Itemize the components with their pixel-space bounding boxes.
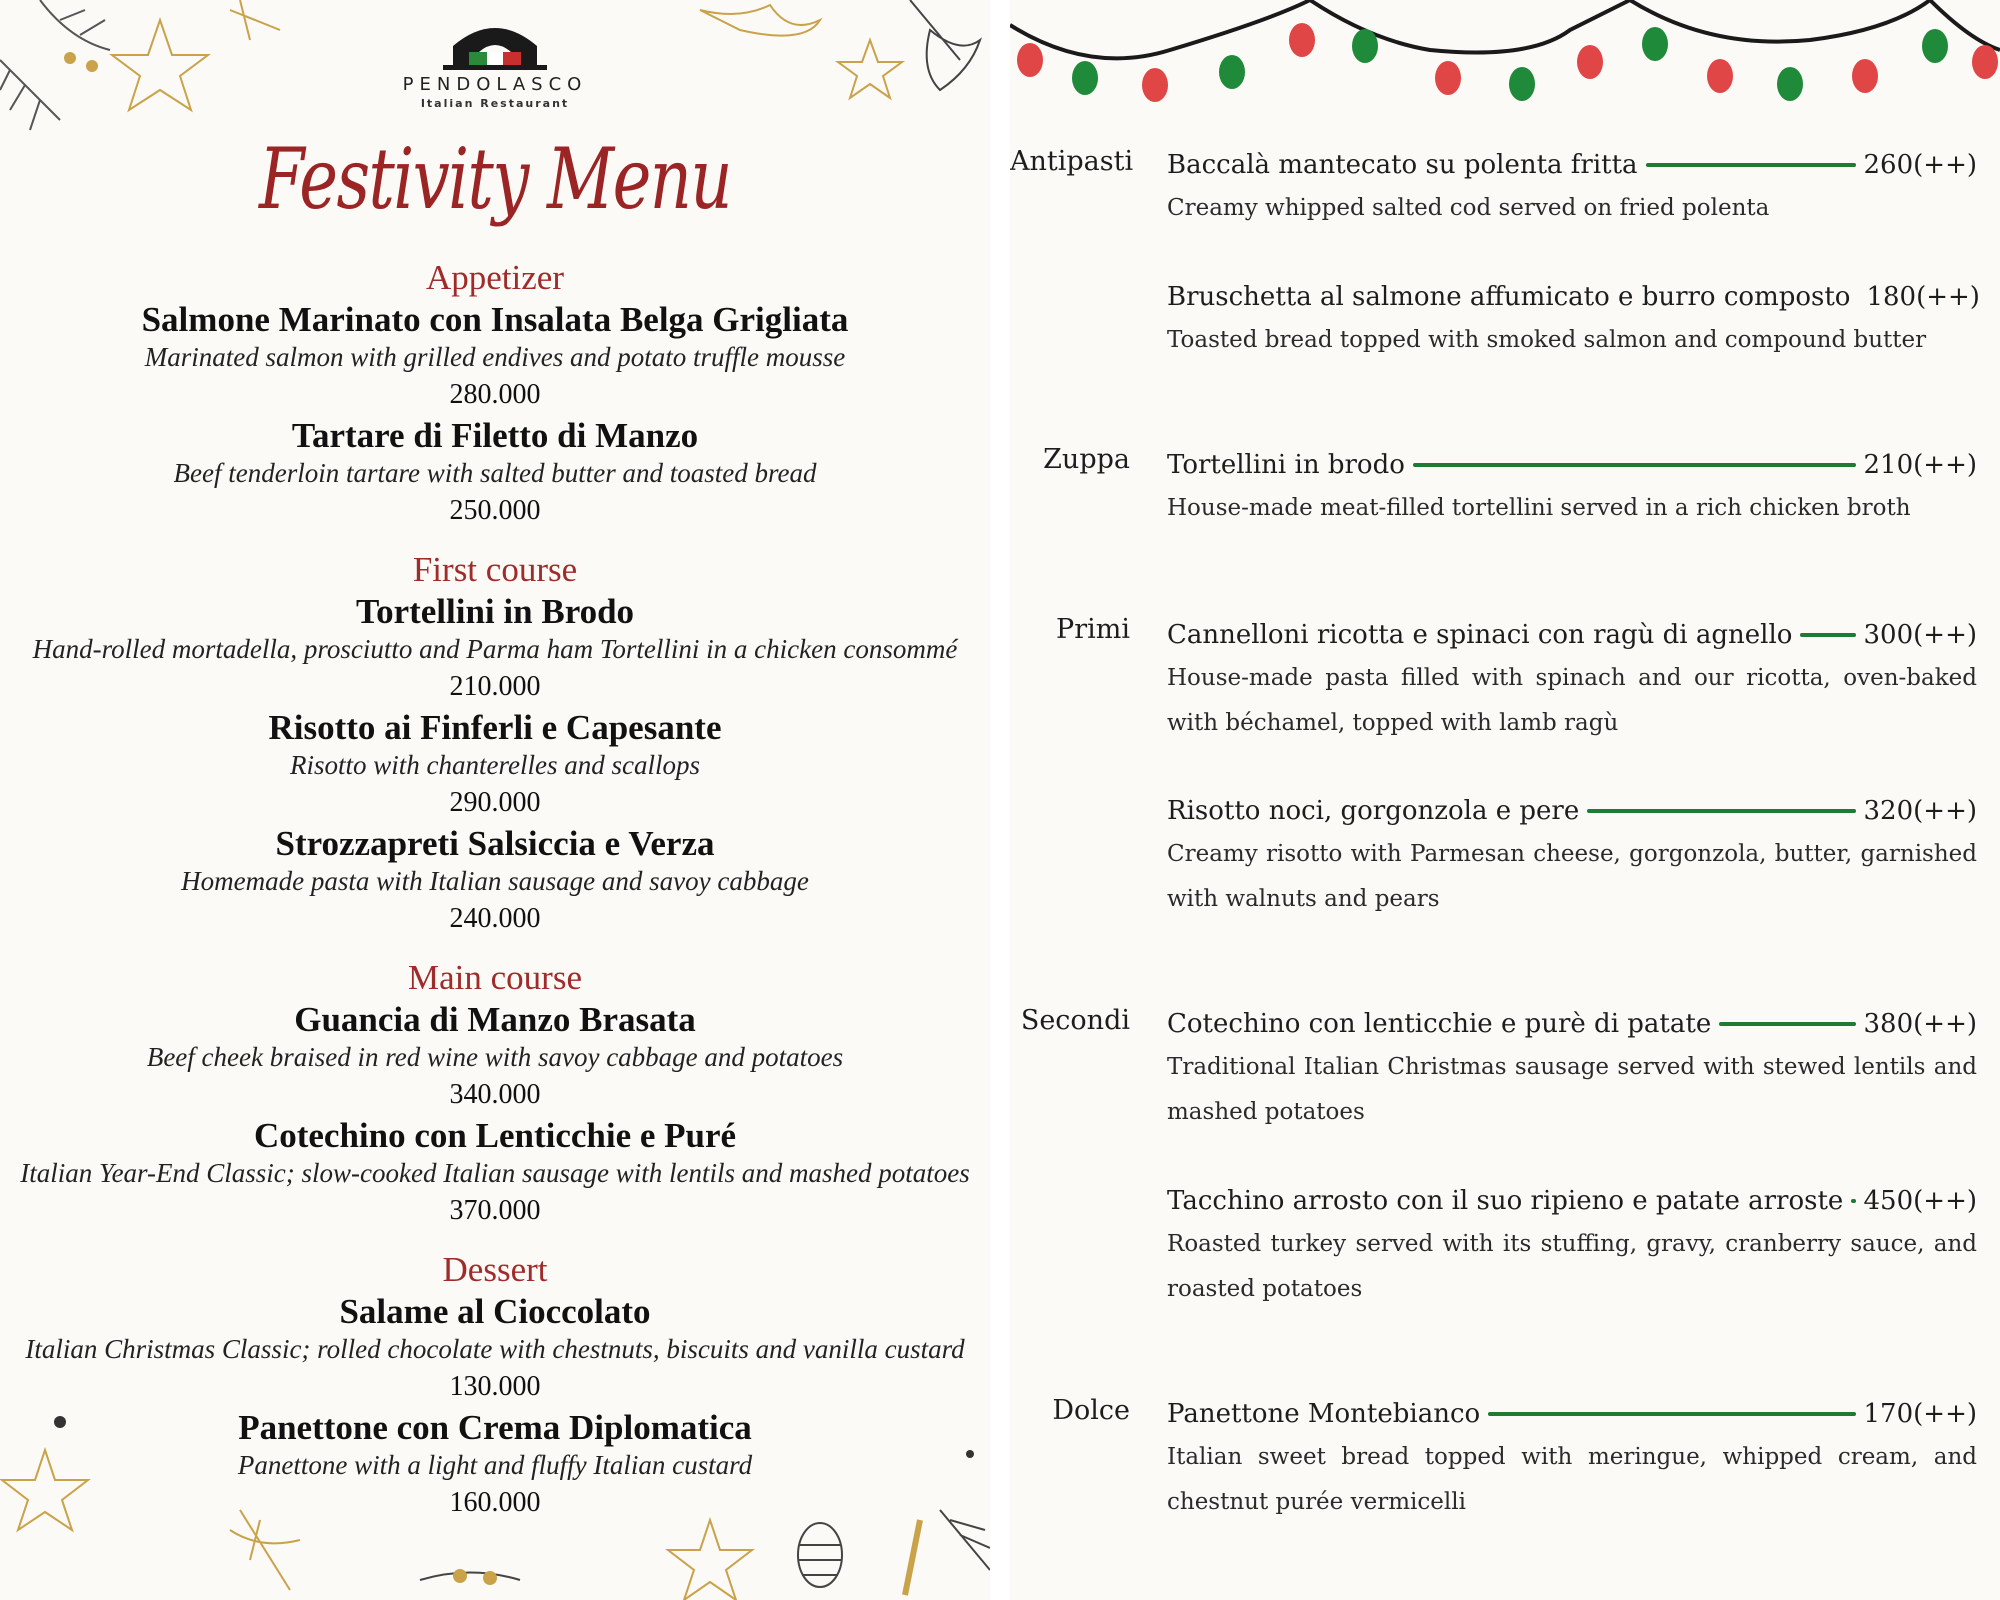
menu-item <box>1167 614 1977 746</box>
dish-description: Creamy whipped salted cod served on fried polenta <box>1167 195 1770 221</box>
restaurant-logo <box>0 18 990 110</box>
dish-name: Salmone Marinato con Insalata Belga Grigliata <box>141 300 849 339</box>
menu-item <box>1167 444 1977 531</box>
dish-price: 320(++) <box>1863 796 1977 826</box>
dish-name: Bruschetta al salmone affumicato e burro composto <box>1167 282 1851 312</box>
menu-item <box>0 417 990 533</box>
dish-name: Panettone con Crema Diplomatica <box>238 1408 752 1447</box>
menu-item <box>0 1117 990 1233</box>
festivity-menu-list <box>0 255 990 1525</box>
dish-description: Traditional Italian Christmas sausage served with stewed lentils and mashed potatoes <box>1167 1054 1977 1125</box>
dish-description: Italian Year-End Classic; slow-cooked Italian sausage with lentils and mashed potatoes <box>20 1158 970 1188</box>
dish-price: 340.000 <box>449 1079 541 1110</box>
christmas-menu-list <box>1010 0 2000 1600</box>
dish-description: Homemade pasta with Italian sausage and savoy cabbage <box>181 866 809 896</box>
menu-item <box>0 709 990 825</box>
dish-price: 250.000 <box>449 495 541 526</box>
menu-item <box>1167 790 1977 922</box>
dish-name: Baccalà mantecato su polenta fritta <box>1167 150 1638 180</box>
dish-description: House-made meat-filled tortellini served in a rich chicken broth <box>1167 495 1911 521</box>
menu-item <box>0 1293 990 1409</box>
dish-price: 210.000 <box>449 671 541 702</box>
price-leader-line <box>1851 1199 1855 1203</box>
menu-item <box>1167 1180 1977 1312</box>
dish-name: Risotto ai Finferli e Capesante <box>268 708 722 747</box>
dish-description: House-made pasta filled with spinach and our ricotta, oven-baked with béchamel, topped with lamb ragù <box>1167 665 1977 736</box>
dish-price: 380(++) <box>1863 1009 1977 1039</box>
dish-name: Cotechino con lenticchie e purè di patate <box>1167 1009 1712 1039</box>
italian-menu-panel <box>0 0 990 1600</box>
dish-name: Tacchino arrosto con il suo ripieno e patate arroste <box>1167 1186 1844 1216</box>
dish-name: Tortellini in brodo <box>1167 450 1405 480</box>
pizza-oven-logo-icon <box>435 18 555 70</box>
dish-description: Toasted bread topped with smoked salmon and compound butter <box>1167 327 1927 353</box>
dish-description: Beef cheek braised in red wine with savoy cabbage and potatoes <box>146 1042 844 1072</box>
menu-item <box>0 593 990 709</box>
dish-price: 450(++) <box>1863 1186 1977 1216</box>
menu-item <box>1167 144 1977 231</box>
menu-item <box>1167 1393 1977 1525</box>
dish-name: Tartare di Filetto di Manzo <box>291 416 699 455</box>
menu-item <box>1167 276 1980 363</box>
price-leader-line <box>1800 633 1855 637</box>
dish-description: Panettone with a light and fluffy Italian custard <box>237 1450 753 1480</box>
dish-name: Cotechino con Lenticchie e Puré <box>253 1116 737 1155</box>
brand-name: PENDOLASCO <box>402 74 588 95</box>
dish-description: Roasted turkey served with its stuffing, gravy, cranberry sauce, and roasted potatoes <box>1167 1231 1977 1302</box>
price-leader-line <box>1587 809 1855 813</box>
dish-price: 130.000 <box>449 1371 541 1402</box>
dish-name: Panettone Montebianco <box>1167 1399 1481 1429</box>
dish-price: 290.000 <box>449 787 541 818</box>
section-heading-main-course: Main course <box>408 958 582 997</box>
dish-name: Risotto noci, gorgonzola e pere <box>1167 796 1580 826</box>
category-primi: Primi <box>1056 614 1130 645</box>
section-heading-first-course: First course <box>412 550 578 589</box>
dish-name: Salame al Cioccolato <box>339 1292 651 1331</box>
dish-description: Italian Christmas Classic; rolled chocolate with chestnuts, biscuits and vanilla custard <box>25 1334 965 1364</box>
dish-price: 160.000 <box>449 1487 541 1518</box>
category-dolce: Dolce <box>1052 1395 1130 1426</box>
dish-price: 210(++) <box>1863 450 1977 480</box>
dish-description: Hand-rolled mortadella, prosciutto and Parma ham Tortellini in a chicken consommé <box>32 634 958 664</box>
menu-item <box>0 1409 990 1525</box>
dish-price: 170(++) <box>1863 1399 1977 1429</box>
section-heading-appetizer: Appetizer <box>426 258 564 297</box>
dish-name: Strozzapreti Salsiccia e Verza <box>275 824 715 863</box>
dish-name: Cannelloni ricotta e spinaci con ragù di agnello <box>1167 620 1793 650</box>
page-divider <box>990 0 1010 1600</box>
dish-price: 300(++) <box>1863 620 1977 650</box>
category-antipasti: Antipasti <box>1010 146 1134 177</box>
dish-description: Marinated salmon with grilled endives and potato truffle mousse <box>144 342 846 372</box>
dish-description: Italian sweet bread topped with meringue, whipped cream, and chestnut purée vermicelli <box>1167 1444 1977 1515</box>
category-zuppa: Zuppa <box>1043 444 1130 475</box>
price-leader-line <box>1413 463 1856 467</box>
menu-item <box>1167 1003 1977 1135</box>
brand-subtitle: Italian Restaurant <box>420 97 570 110</box>
dish-name: Guancia di Manzo Brasata <box>294 1000 696 1039</box>
dish-description: Beef tenderloin tartare with salted butter and toasted bread <box>173 458 817 488</box>
christmas-menu-panel <box>1010 0 2000 1600</box>
dish-description: Risotto with chanterelles and scallops <box>290 750 700 780</box>
dish-name: Tortellini in Brodo <box>355 592 635 631</box>
section-heading-dessert: Dessert <box>442 1250 548 1289</box>
price-leader-line <box>1646 163 1856 167</box>
dish-price: 240.000 <box>449 903 541 934</box>
menu-item <box>0 825 990 941</box>
category-secondi: Secondi <box>1020 1005 1130 1036</box>
menu-item <box>0 301 990 417</box>
dish-price: 280.000 <box>449 379 541 410</box>
menu-title: Festivity Menu <box>258 130 732 228</box>
price-leader-line <box>1719 1022 1855 1026</box>
menu-item <box>0 1001 990 1117</box>
dish-description: Creamy risotto with Parmesan cheese, gorgonzola, butter, garnished with walnuts and pears <box>1167 841 1977 912</box>
price-leader-line <box>1488 1412 1855 1416</box>
dish-price: 260(++) <box>1863 150 1977 180</box>
dish-price: 180(++) <box>1866 282 1980 312</box>
dish-price: 370.000 <box>449 1195 541 1226</box>
